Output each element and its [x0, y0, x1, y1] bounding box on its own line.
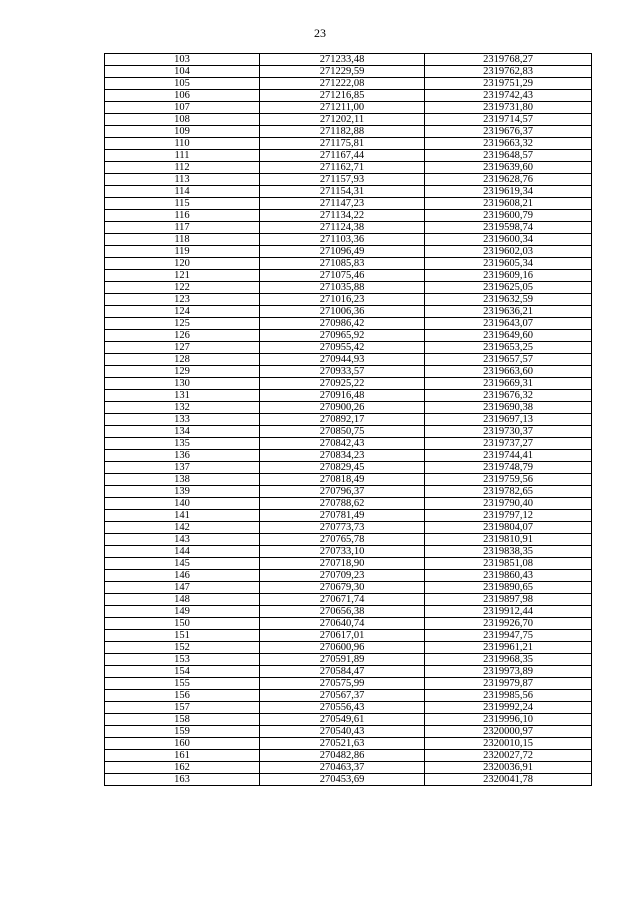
y-coordinate-cell: 2319968,35 [425, 654, 592, 666]
y-coordinate-cell: 2319860,43 [425, 570, 592, 582]
x-coordinate-cell: 270656,38 [260, 606, 425, 618]
point-number-cell: 137 [105, 462, 260, 474]
point-number-cell: 159 [105, 726, 260, 738]
x-coordinate-cell: 271147,23 [260, 198, 425, 210]
y-coordinate-cell: 2319810,91 [425, 534, 592, 546]
table-row [105, 666, 592, 678]
y-coordinate-cell: 2319851,08 [425, 558, 592, 570]
y-coordinate-cell: 2319838,35 [425, 546, 592, 558]
point-number-cell: 160 [105, 738, 260, 750]
y-coordinate-cell: 2319973,89 [425, 666, 592, 678]
point-number-cell: 132 [105, 402, 260, 414]
table-row [105, 606, 592, 618]
point-number-cell: 117 [105, 222, 260, 234]
x-coordinate-cell: 270788,62 [260, 498, 425, 510]
x-coordinate-cell: 270575,99 [260, 678, 425, 690]
y-coordinate-cell: 2319643,07 [425, 318, 592, 330]
table-row [105, 522, 592, 534]
table-row [105, 654, 592, 666]
y-coordinate-cell: 2319961,21 [425, 642, 592, 654]
y-coordinate-cell: 2319632,59 [425, 294, 592, 306]
x-coordinate-cell: 270765,78 [260, 534, 425, 546]
point-number-cell: 118 [105, 234, 260, 246]
x-coordinate-cell: 270850,75 [260, 426, 425, 438]
table-row [105, 510, 592, 522]
x-coordinate-cell: 270584,47 [260, 666, 425, 678]
table-row [105, 534, 592, 546]
point-number-cell: 146 [105, 570, 260, 582]
table-row [105, 162, 592, 174]
table-row [105, 402, 592, 414]
y-coordinate-cell: 2319759,56 [425, 474, 592, 486]
y-coordinate-cell: 2319797,12 [425, 510, 592, 522]
table-row [105, 774, 592, 786]
x-coordinate-cell: 270482,86 [260, 750, 425, 762]
y-coordinate-cell: 2319639,60 [425, 162, 592, 174]
point-number-cell: 133 [105, 414, 260, 426]
table-row [105, 138, 592, 150]
y-coordinate-cell: 2319897,98 [425, 594, 592, 606]
point-number-cell: 162 [105, 762, 260, 774]
y-coordinate-cell: 2319737,27 [425, 438, 592, 450]
x-coordinate-cell: 270892,17 [260, 414, 425, 426]
table-row [105, 450, 592, 462]
point-number-cell: 134 [105, 426, 260, 438]
y-coordinate-cell: 2319744,41 [425, 450, 592, 462]
point-number-cell: 122 [105, 282, 260, 294]
y-coordinate-cell: 2319790,40 [425, 498, 592, 510]
point-number-cell: 126 [105, 330, 260, 342]
point-number-cell: 144 [105, 546, 260, 558]
y-coordinate-cell: 2319598,74 [425, 222, 592, 234]
x-coordinate-cell: 270773,73 [260, 522, 425, 534]
table-row [105, 558, 592, 570]
point-number-cell: 110 [105, 138, 260, 150]
point-number-cell: 123 [105, 294, 260, 306]
table-row [105, 378, 592, 390]
table-row [105, 390, 592, 402]
y-coordinate-cell: 2319619,34 [425, 186, 592, 198]
x-coordinate-cell: 271154,31 [260, 186, 425, 198]
table-row [105, 126, 592, 138]
table-row [105, 174, 592, 186]
point-number-cell: 120 [105, 258, 260, 270]
y-coordinate-cell: 2319979,87 [425, 678, 592, 690]
y-coordinate-cell: 2319912,44 [425, 606, 592, 618]
x-coordinate-cell: 270617,01 [260, 630, 425, 642]
y-coordinate-cell: 2319636,21 [425, 306, 592, 318]
x-coordinate-cell: 270796,37 [260, 486, 425, 498]
y-coordinate-cell: 2320000,97 [425, 726, 592, 738]
point-number-cell: 108 [105, 114, 260, 126]
x-coordinate-cell: 270718,90 [260, 558, 425, 570]
y-coordinate-cell: 2319605,34 [425, 258, 592, 270]
y-coordinate-cell: 2319628,76 [425, 174, 592, 186]
point-number-cell: 129 [105, 366, 260, 378]
y-coordinate-cell: 2319600,34 [425, 234, 592, 246]
y-coordinate-cell: 2319748,79 [425, 462, 592, 474]
x-coordinate-cell: 270549,61 [260, 714, 425, 726]
y-coordinate-cell: 2319782,65 [425, 486, 592, 498]
table-row [105, 222, 592, 234]
table-row [105, 582, 592, 594]
y-coordinate-cell: 2319608,21 [425, 198, 592, 210]
table-row [105, 330, 592, 342]
point-number-cell: 155 [105, 678, 260, 690]
x-coordinate-cell: 271175,81 [260, 138, 425, 150]
x-coordinate-cell: 270709,23 [260, 570, 425, 582]
y-coordinate-cell: 2319890,65 [425, 582, 592, 594]
point-number-cell: 130 [105, 378, 260, 390]
table-row [105, 426, 592, 438]
y-coordinate-cell: 2319663,32 [425, 138, 592, 150]
y-coordinate-cell: 2320036,91 [425, 762, 592, 774]
x-coordinate-cell: 270671,74 [260, 594, 425, 606]
y-coordinate-cell: 2319985,56 [425, 690, 592, 702]
table-row [105, 354, 592, 366]
point-number-cell: 139 [105, 486, 260, 498]
y-coordinate-cell: 2319768,27 [425, 54, 592, 66]
y-coordinate-cell: 2319657,57 [425, 354, 592, 366]
x-coordinate-cell: 271103,36 [260, 234, 425, 246]
table-row [105, 702, 592, 714]
coordinates-table-body [105, 54, 592, 786]
y-coordinate-cell: 2319663,60 [425, 366, 592, 378]
x-coordinate-cell: 271124,38 [260, 222, 425, 234]
x-coordinate-cell: 271211,00 [260, 102, 425, 114]
y-coordinate-cell: 2319947,75 [425, 630, 592, 642]
point-number-cell: 105 [105, 78, 260, 90]
point-number-cell: 127 [105, 342, 260, 354]
point-number-cell: 152 [105, 642, 260, 654]
y-coordinate-cell: 2319742,43 [425, 90, 592, 102]
x-coordinate-cell: 270463,37 [260, 762, 425, 774]
table-row [105, 78, 592, 90]
x-coordinate-cell: 270733,10 [260, 546, 425, 558]
y-coordinate-cell: 2319996,10 [425, 714, 592, 726]
point-number-cell: 148 [105, 594, 260, 606]
table-row [105, 186, 592, 198]
point-number-cell: 151 [105, 630, 260, 642]
point-number-cell: 125 [105, 318, 260, 330]
y-coordinate-cell: 2319669,31 [425, 378, 592, 390]
table-row [105, 414, 592, 426]
table-row [105, 366, 592, 378]
point-number-cell: 106 [105, 90, 260, 102]
y-coordinate-cell: 2319697,13 [425, 414, 592, 426]
y-coordinate-cell: 2319714,57 [425, 114, 592, 126]
point-number-cell: 136 [105, 450, 260, 462]
x-coordinate-cell: 270933,57 [260, 366, 425, 378]
coordinates-table [104, 53, 592, 786]
point-number-cell: 142 [105, 522, 260, 534]
point-number-cell: 135 [105, 438, 260, 450]
x-coordinate-cell: 270925,22 [260, 378, 425, 390]
point-number-cell: 161 [105, 750, 260, 762]
x-coordinate-cell: 270818,49 [260, 474, 425, 486]
y-coordinate-cell: 2319609,16 [425, 270, 592, 282]
table-row [105, 234, 592, 246]
x-coordinate-cell: 270965,92 [260, 330, 425, 342]
x-coordinate-cell: 271222,08 [260, 78, 425, 90]
y-coordinate-cell: 2319804,07 [425, 522, 592, 534]
table-row [105, 66, 592, 78]
point-number-cell: 150 [105, 618, 260, 630]
y-coordinate-cell: 2319926,70 [425, 618, 592, 630]
y-coordinate-cell: 2319653,25 [425, 342, 592, 354]
point-number-cell: 154 [105, 666, 260, 678]
y-coordinate-cell: 2319992,24 [425, 702, 592, 714]
point-number-cell: 114 [105, 186, 260, 198]
point-number-cell: 145 [105, 558, 260, 570]
x-coordinate-cell: 270521,63 [260, 738, 425, 750]
table-row [105, 318, 592, 330]
table-row [105, 630, 592, 642]
point-number-cell: 138 [105, 474, 260, 486]
table-row [105, 90, 592, 102]
x-coordinate-cell: 270567,37 [260, 690, 425, 702]
x-coordinate-cell: 270540,43 [260, 726, 425, 738]
table-row [105, 714, 592, 726]
table-row [105, 102, 592, 114]
x-coordinate-cell: 271182,88 [260, 126, 425, 138]
point-number-cell: 163 [105, 774, 260, 786]
point-number-cell: 113 [105, 174, 260, 186]
table-row [105, 150, 592, 162]
point-number-cell: 107 [105, 102, 260, 114]
table-row [105, 306, 592, 318]
x-coordinate-cell: 270834,23 [260, 450, 425, 462]
table-row [105, 498, 592, 510]
y-coordinate-cell: 2320010,15 [425, 738, 592, 750]
y-coordinate-cell: 2319731,80 [425, 102, 592, 114]
y-coordinate-cell: 2319625,05 [425, 282, 592, 294]
x-coordinate-cell: 270679,30 [260, 582, 425, 594]
table-row [105, 486, 592, 498]
table-row [105, 690, 592, 702]
table-row [105, 474, 592, 486]
x-coordinate-cell: 271157,93 [260, 174, 425, 186]
table-row [105, 642, 592, 654]
y-coordinate-cell: 2319649,60 [425, 330, 592, 342]
x-coordinate-cell: 270591,89 [260, 654, 425, 666]
y-coordinate-cell: 2319762,83 [425, 66, 592, 78]
x-coordinate-cell: 270900,26 [260, 402, 425, 414]
y-coordinate-cell: 2319730,37 [425, 426, 592, 438]
point-number-cell: 147 [105, 582, 260, 594]
point-number-cell: 149 [105, 606, 260, 618]
table-row [105, 618, 592, 630]
table-row [105, 246, 592, 258]
point-number-cell: 103 [105, 54, 260, 66]
y-coordinate-cell: 2319751,29 [425, 78, 592, 90]
table-row [105, 738, 592, 750]
table-row [105, 546, 592, 558]
x-coordinate-cell: 271006,36 [260, 306, 425, 318]
point-number-cell: 109 [105, 126, 260, 138]
table-row [105, 54, 592, 66]
point-number-cell: 104 [105, 66, 260, 78]
x-coordinate-cell: 270986,42 [260, 318, 425, 330]
point-number-cell: 121 [105, 270, 260, 282]
point-number-cell: 124 [105, 306, 260, 318]
x-coordinate-cell: 270955,42 [260, 342, 425, 354]
point-number-cell: 157 [105, 702, 260, 714]
x-coordinate-cell: 271233,48 [260, 54, 425, 66]
x-coordinate-cell: 270453,69 [260, 774, 425, 786]
y-coordinate-cell: 2319648,57 [425, 150, 592, 162]
y-coordinate-cell: 2319676,32 [425, 390, 592, 402]
x-coordinate-cell: 270781,49 [260, 510, 425, 522]
x-coordinate-cell: 271096,49 [260, 246, 425, 258]
x-coordinate-cell: 270600,96 [260, 642, 425, 654]
y-coordinate-cell: 2319600,79 [425, 210, 592, 222]
x-coordinate-cell: 271229,59 [260, 66, 425, 78]
table-row [105, 198, 592, 210]
point-number-cell: 111 [105, 150, 260, 162]
table-row [105, 462, 592, 474]
point-number-cell: 128 [105, 354, 260, 366]
table-row [105, 750, 592, 762]
table-row [105, 294, 592, 306]
page-number: 23 [314, 26, 326, 40]
x-coordinate-cell: 270916,48 [260, 390, 425, 402]
x-coordinate-cell: 271202,11 [260, 114, 425, 126]
table-row [105, 270, 592, 282]
y-coordinate-cell: 2319676,37 [425, 126, 592, 138]
table-row [105, 282, 592, 294]
x-coordinate-cell: 271216,85 [260, 90, 425, 102]
table-row [105, 210, 592, 222]
point-number-cell: 112 [105, 162, 260, 174]
table-row [105, 594, 592, 606]
point-number-cell: 156 [105, 690, 260, 702]
x-coordinate-cell: 271162,71 [260, 162, 425, 174]
table-row [105, 678, 592, 690]
x-coordinate-cell: 270944,93 [260, 354, 425, 366]
y-coordinate-cell: 2319602,03 [425, 246, 592, 258]
table-row [105, 114, 592, 126]
point-number-cell: 143 [105, 534, 260, 546]
point-number-cell: 153 [105, 654, 260, 666]
point-number-cell: 116 [105, 210, 260, 222]
table-row [105, 570, 592, 582]
table-row [105, 762, 592, 774]
x-coordinate-cell: 271075,46 [260, 270, 425, 282]
point-number-cell: 119 [105, 246, 260, 258]
x-coordinate-cell: 270842,43 [260, 438, 425, 450]
table-row [105, 258, 592, 270]
point-number-cell: 131 [105, 390, 260, 402]
y-coordinate-cell: 2320027,72 [425, 750, 592, 762]
x-coordinate-cell: 271016,23 [260, 294, 425, 306]
y-coordinate-cell: 2320041,78 [425, 774, 592, 786]
point-number-cell: 115 [105, 198, 260, 210]
point-number-cell: 141 [105, 510, 260, 522]
x-coordinate-cell: 270640,74 [260, 618, 425, 630]
table-row [105, 726, 592, 738]
x-coordinate-cell: 270556,43 [260, 702, 425, 714]
x-coordinate-cell: 271035,88 [260, 282, 425, 294]
x-coordinate-cell: 271167,44 [260, 150, 425, 162]
y-coordinate-cell: 2319690,38 [425, 402, 592, 414]
table-row [105, 342, 592, 354]
x-coordinate-cell: 271134,22 [260, 210, 425, 222]
point-number-cell: 158 [105, 714, 260, 726]
x-coordinate-cell: 271085,83 [260, 258, 425, 270]
x-coordinate-cell: 270829,45 [260, 462, 425, 474]
point-number-cell: 140 [105, 498, 260, 510]
table-row [105, 438, 592, 450]
